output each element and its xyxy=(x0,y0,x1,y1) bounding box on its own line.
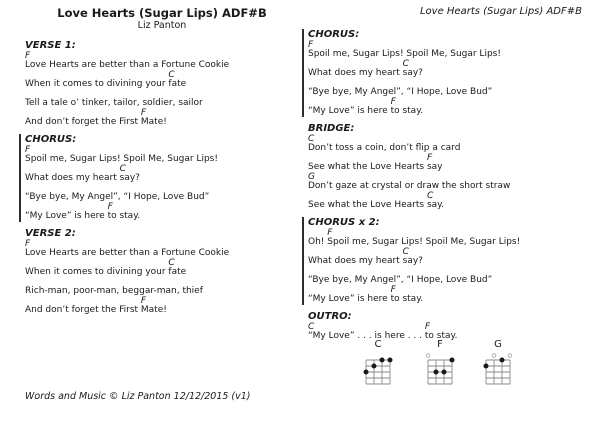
song-section xyxy=(308,311,582,342)
section-header: CHORUS: xyxy=(25,134,77,145)
lyric-line xyxy=(308,248,582,267)
chord-diagrams xyxy=(308,339,582,399)
chord-label: F xyxy=(308,40,314,50)
lyric-line xyxy=(25,259,299,278)
lyric-line xyxy=(308,286,582,305)
section-header: OUTRO: xyxy=(308,311,352,322)
lyric-line xyxy=(25,240,299,259)
lyric-line xyxy=(308,173,582,192)
chord-label: C xyxy=(168,70,175,80)
song-section xyxy=(302,29,582,117)
lyric-text: F to stay. xyxy=(107,202,141,221)
lyric-line xyxy=(308,135,582,154)
lyric-text: F Mate! xyxy=(140,296,167,315)
lyric-line xyxy=(25,146,299,165)
lyric-text: What does my heart xyxy=(308,68,403,78)
chord-diagram-f xyxy=(423,339,457,394)
chord-label: C xyxy=(402,59,409,69)
finger-dot xyxy=(442,370,447,375)
lyric-text: F to stay. xyxy=(390,285,424,304)
song-section xyxy=(302,217,582,305)
chord-label: C xyxy=(119,164,126,174)
chord-label: F xyxy=(390,285,396,295)
chord-label: G xyxy=(308,172,315,182)
chord-label: F xyxy=(426,153,433,163)
lyric-text: C fate xyxy=(168,258,187,277)
open-string-marker xyxy=(492,354,496,358)
song-title: Love Hearts (Sugar Lips) ADF#B xyxy=(57,6,267,20)
chord-grid xyxy=(481,352,515,390)
song-section xyxy=(308,123,582,211)
lyric-text: “Bye bye, My Angel”, “I Hope, Love Bud” xyxy=(308,275,493,285)
section-header: VERSE 1: xyxy=(25,40,76,51)
lyric-text: F to stay. xyxy=(390,97,424,116)
lyric-text: F Spoil me, Sugar Lips! Spoil Me, Sugar Lips! xyxy=(25,145,218,164)
lyric-text: F say xyxy=(426,153,443,172)
lyric-text: What does my heart xyxy=(25,173,120,183)
finger-dot xyxy=(364,370,369,375)
chord-label: F xyxy=(390,97,396,107)
column-right xyxy=(308,6,582,348)
lyric-line xyxy=(25,90,299,109)
lyric-text: C say? xyxy=(402,59,423,78)
chord-diagram-label: F xyxy=(437,339,443,350)
lyric-text: “My Love” is here xyxy=(25,211,108,221)
lyric-line xyxy=(308,41,582,60)
section-header: CHORUS x 2: xyxy=(308,217,380,228)
lyric-line xyxy=(25,297,299,316)
lyric-text: And don’t forget the First xyxy=(25,117,141,127)
lyric-line xyxy=(308,154,582,173)
chord-label: C xyxy=(402,247,409,257)
finger-dot xyxy=(484,364,489,369)
lyric-line xyxy=(25,52,299,71)
chord-diagram-c xyxy=(361,339,395,394)
chord-label: F xyxy=(327,228,333,238)
lyric-text: C fate xyxy=(168,70,187,89)
lyric-text: “My Love” is here xyxy=(308,106,391,116)
lyric-text: F Mate! xyxy=(140,108,167,127)
lyric-line xyxy=(25,165,299,184)
chord-label: F xyxy=(25,239,31,249)
chord-diagram-g xyxy=(481,339,515,394)
finger-dot xyxy=(380,358,385,363)
open-string-marker xyxy=(508,354,512,358)
lyric-text: F Love Hearts are better than a Fortune Cookie xyxy=(25,51,230,70)
lyric-text: And don’t forget the First xyxy=(25,305,141,315)
song-author: Liz Panton xyxy=(137,20,187,31)
lyric-text: See what the Love Hearts xyxy=(308,200,427,210)
lyric-text: See what the Love Hearts xyxy=(308,162,427,172)
lyric-line xyxy=(308,98,582,117)
lyric-line xyxy=(25,71,299,90)
lyric-text: C say? xyxy=(119,164,140,183)
chord-label: F xyxy=(140,296,147,306)
finger-dot xyxy=(450,358,455,363)
chord-label: F xyxy=(107,202,113,212)
section-header: VERSE 2: xyxy=(25,228,76,239)
sections-right xyxy=(308,29,582,342)
lyric-text: F to stay. xyxy=(424,322,458,341)
lyric-text: What does my heart xyxy=(308,256,403,266)
lyric-text: “Bye bye, My Angel”, “I Hope, Love Bud” xyxy=(308,87,493,97)
copyright-footer: Words and Music © Liz Panton 12/12/2015 (v1) xyxy=(25,391,251,402)
song-section xyxy=(19,134,299,222)
chord-label: C xyxy=(168,258,175,268)
lyric-line xyxy=(25,203,299,222)
lyric-line xyxy=(308,229,582,248)
chord-diagram-label: C xyxy=(374,339,382,350)
chord-grid xyxy=(423,352,457,390)
chord-label: C xyxy=(308,322,315,332)
lyric-text: F Spoil me, Sugar Lips! Spoil Me, Sugar Lips! xyxy=(327,228,521,247)
section-header: BRIDGE: xyxy=(308,123,355,134)
finger-dot xyxy=(434,370,439,375)
sections-left xyxy=(25,40,299,316)
song-section xyxy=(25,228,299,316)
page-header-right: Love Hearts (Sugar Lips) ADF#B xyxy=(419,6,582,17)
lyric-line xyxy=(25,109,299,128)
lyric-text: Oh! xyxy=(308,237,328,247)
chord-label: F xyxy=(140,108,147,118)
lyric-text: Tell a tale o’ tinker, tailor, soldier, sailor xyxy=(25,98,203,108)
lyric-text: C “My Love” . . . is here . . . xyxy=(308,322,425,341)
lyric-line xyxy=(308,192,582,211)
lyric-line xyxy=(308,79,582,98)
column-left xyxy=(25,6,299,322)
lyric-line xyxy=(308,267,582,286)
song-section xyxy=(25,40,299,128)
chord-label: F xyxy=(424,322,431,332)
lyric-text: “Bye bye, My Angel”, “I Hope, Love Bud” xyxy=(25,192,210,202)
lyric-line xyxy=(25,184,299,203)
chord-label: F xyxy=(25,51,31,61)
chord-label: C xyxy=(426,191,434,201)
lyric-text: “My Love” is here xyxy=(308,294,391,304)
lyric-line xyxy=(25,278,299,297)
lyric-text: When it comes to divining your xyxy=(25,79,169,89)
chord-grid xyxy=(361,352,395,390)
lyric-text: C say. xyxy=(426,191,445,210)
chord-diagram-label: G xyxy=(494,339,502,350)
lyric-text: C say? xyxy=(402,247,423,266)
lyric-text: F Spoil me, Sugar Lips! Spoil Me, Sugar Lips! xyxy=(308,40,501,59)
finger-dot xyxy=(372,364,377,369)
lyric-text: C Don’t toss a coin, don’t flip a card xyxy=(308,134,461,153)
chord-label: C xyxy=(308,134,315,144)
lyric-text: F Love Hearts are better than a Fortune Cookie xyxy=(25,239,230,258)
chord-label: F xyxy=(25,145,31,155)
section-header: CHORUS: xyxy=(308,29,360,40)
finger-dot xyxy=(500,358,505,363)
lyric-text: G Don’t gaze at crystal or draw the short straw xyxy=(308,172,511,191)
open-string-marker xyxy=(426,354,430,358)
lyric-line xyxy=(308,60,582,79)
lyric-text: Rich-man, poor-man, beggar-man, thief xyxy=(25,286,203,296)
lyric-text: When it comes to divining your xyxy=(25,267,169,277)
finger-dot xyxy=(388,358,393,363)
